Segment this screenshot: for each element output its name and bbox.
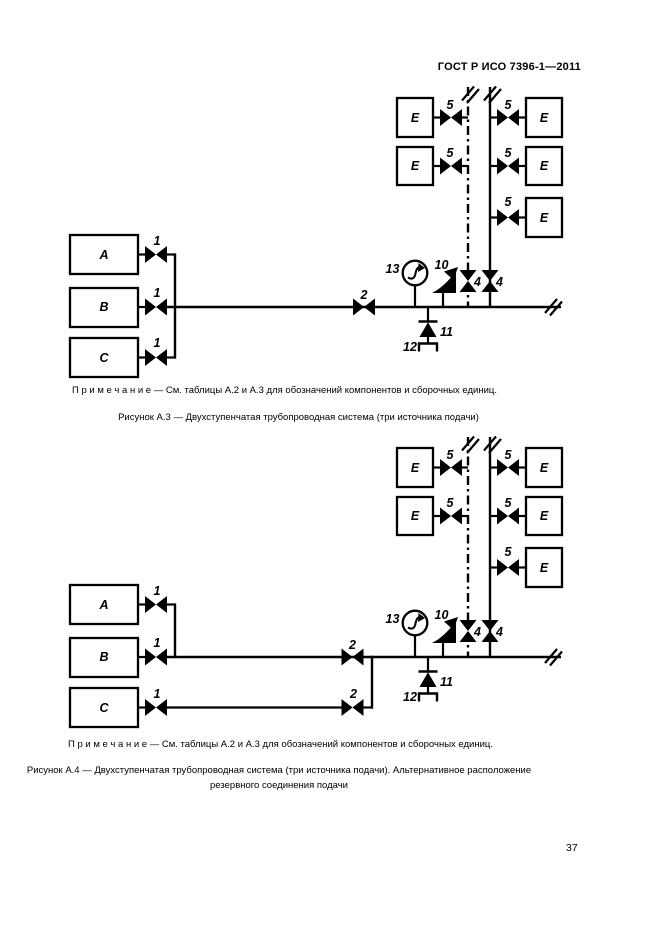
fig-a4-vent-label: 12 [403, 689, 417, 704]
fig-a3-source-b-label: B [99, 299, 109, 314]
fig-a3-valve5-label: 5 [504, 145, 512, 160]
fig-a3-boxes [70, 98, 562, 377]
fig-a4-diagram [70, 437, 562, 728]
fig-a4-source-a-label: A [99, 597, 109, 612]
line-break-icon [484, 87, 501, 104]
fig-a3-valve5-label: 5 [504, 194, 512, 209]
fig-a4-note: П р и м е ч а н и е — См. таблицы А.2 и А.3 для обозначений компонентов и сборочных единиц. [68, 739, 493, 750]
fig-a4-caption-line2: резервного соединения подачи [210, 779, 348, 791]
fig-a3-valve4-label: 4 [474, 274, 481, 289]
fig-a3-valve1-label: 1 [153, 233, 161, 248]
standard-number-header: ГОСТ Р ИСО 7396-1—2011 [437, 61, 581, 73]
fig-a3-relief-label: 11 [440, 324, 453, 339]
fig-a4-valve1-label: 1 [153, 686, 161, 701]
fig-a4-valve1-label: 1 [153, 635, 161, 650]
fig-a4-caption [0, 764, 558, 793]
fig-a3-terminal-label: E [410, 110, 420, 125]
source-valve-1-icon [145, 246, 167, 263]
terminal-valve-5-icon [497, 459, 519, 476]
fig-a4-boxes [70, 448, 562, 727]
terminal-valve-5-icon [497, 209, 519, 226]
fig-a4-terminal-label: E [410, 460, 420, 475]
fig-a3-terminal-label: E [539, 110, 549, 125]
fig-a4-valve5-label: 5 [446, 447, 454, 462]
fig-a4-source-c-label: C [99, 700, 109, 715]
relief-valve-icon [419, 672, 438, 688]
fig-a4-valve2-label: 2 [349, 637, 356, 652]
line-break-icon [462, 437, 479, 454]
fig-a4-source-b-label: B [99, 649, 109, 664]
fig-a3-valve2-label: 2 [360, 287, 368, 302]
fig-a3-valve1-label: 1 [153, 285, 161, 300]
line-break-icon [462, 87, 479, 104]
fig-a3-valve5-label: 5 [504, 97, 512, 112]
vent-icon [419, 344, 437, 352]
terminal-valve-5-icon [440, 459, 462, 476]
terminal-valve-5-icon [497, 158, 519, 175]
fig-a3-valve4-label: 4 [496, 274, 503, 289]
terminal-valve-5-icon [497, 508, 519, 525]
pressure-gauge-icon [403, 611, 428, 636]
fig-a3-vent-label: 12 [403, 339, 417, 354]
fig-a3-valve5-label: 5 [446, 145, 454, 160]
fig-a3-note: П р и м е ч а н и е — См. таблицы А.2 и А.3 для обозначений компонентов и сборочных единиц. [72, 385, 497, 396]
fig-a3-terminal-label: E [539, 158, 549, 173]
terminal-valve-5-icon [440, 508, 462, 525]
fig-a4-valve4-label: 4 [496, 624, 503, 639]
fig-a3-valve1-label: 1 [153, 335, 161, 350]
fig-a4-valve5-label: 5 [504, 544, 512, 559]
source-valve-1-icon [145, 596, 167, 613]
source-valve-1-icon [145, 649, 167, 666]
fig-a3-source-c-label: C [99, 350, 109, 365]
fig-a4-valve2-label: 2 [350, 686, 357, 701]
fig-a3-caption: Рисунок А.3 — Двухступенчатая трубопроводная система (три источника подачи) [118, 412, 479, 423]
source-valve-1-icon [145, 349, 167, 366]
vent-icon [419, 694, 437, 702]
terminal-valve-5-icon [497, 559, 519, 576]
fig-a4-caption-line1: Рисунок А.4 — Двухступенчатая трубопроводная система (три источника подачи). Альтернативное расположение [26, 765, 532, 776]
fig-a4-terminal-label: E [410, 508, 420, 523]
fig-a3-source-a-label: A [99, 247, 109, 262]
fig-a4-valve5-label: 5 [504, 447, 512, 462]
terminal-valve-5-icon [440, 109, 462, 126]
page-number: 37 [566, 842, 578, 854]
terminal-valve-5-icon [440, 158, 462, 175]
fig-a4-valve5-label: 5 [446, 495, 454, 510]
source-valve-1-icon [145, 699, 167, 716]
fig-a3-gauge-label: 13 [385, 261, 400, 276]
fig-a4-terminal-label: E [539, 508, 549, 523]
fig-a4-valve1-label: 1 [153, 583, 161, 598]
fig-a4-valve5-label: 5 [504, 495, 512, 510]
fig-a4-valve4-label: 4 [474, 624, 481, 639]
fig-a3-safety-valve-label: 10 [434, 257, 449, 272]
fig-a3-terminal-label: E [539, 210, 549, 225]
pressure-gauge-icon [403, 261, 428, 286]
fig-a3-terminal-label: E [410, 158, 420, 173]
fig-a4-safety-valve-label: 10 [434, 607, 449, 622]
relief-valve-icon [419, 322, 438, 338]
fig-a4-relief-label: 11 [440, 674, 453, 689]
fig-a4-terminal-label: E [539, 560, 549, 575]
reserve-shutoff-valve-2-icon [342, 699, 364, 716]
line-break-icon [484, 437, 501, 454]
source-valve-1-icon [145, 299, 167, 316]
fig-a3-diagram [70, 87, 562, 378]
terminal-valve-5-icon [497, 109, 519, 126]
fig-a4-terminal-label: E [539, 460, 549, 475]
fig-a4-gauge-label: 13 [385, 611, 400, 626]
fig-a3-valve5-label: 5 [446, 97, 454, 112]
